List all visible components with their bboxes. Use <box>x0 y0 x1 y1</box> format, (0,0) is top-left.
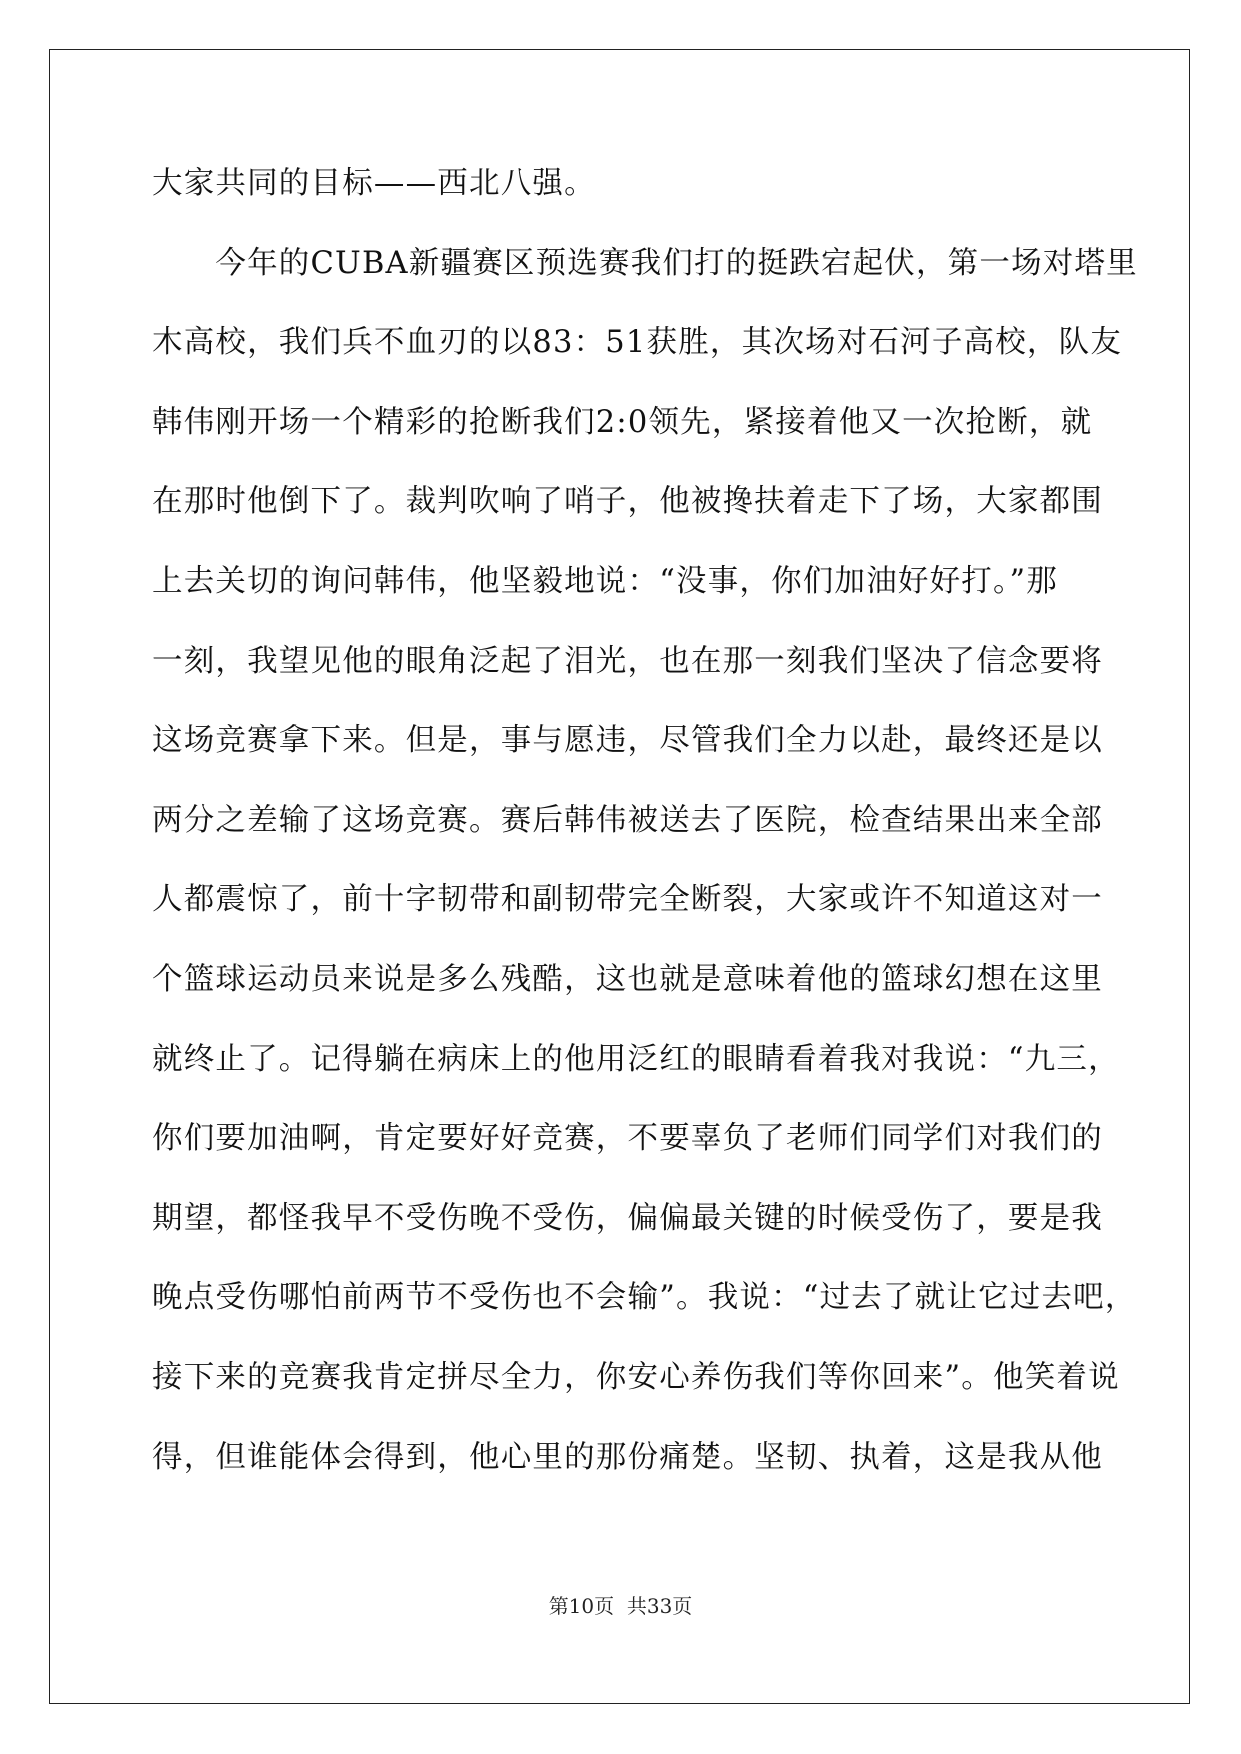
text-line: 两分之差输了这场竞赛。赛后韩伟被送去了医院，检查结果出来全部 <box>152 802 1103 838</box>
page-footer <box>0 1592 1241 1620</box>
text-line: 晚点受伤哪怕前两节不受伤也不会输”。我说：“过去了就让它过去吧， <box>152 1280 1137 1316</box>
text-line: 上去关切的询问韩伟，他坚毅地说：“没事，你们加油好好打。”那 <box>152 563 1058 599</box>
document-body <box>152 155 1138 1508</box>
footer-separator <box>614 1594 627 1618</box>
current-page-label: 第10页 <box>548 1594 615 1618</box>
text-line: 一刻，我望见他的眼角泛起了泪光，也在那一刻我们坚决了信念要将 <box>152 643 1103 679</box>
text-line: 就终止了。记得躺在病床上的他用泛红的眼睛看着我对我说：“九三， <box>152 1041 1120 1077</box>
text-line: 在那时他倒下了。裁判吹响了哨子，他被搀扶着走下了场，大家都围 <box>152 484 1103 520</box>
text-line: 这场竞赛拿下来。但是，事与愿违，尽管我们全力以赴，最终还是以 <box>152 723 1103 759</box>
text-line: 大家共同的目标——西北八强。 <box>152 166 596 201</box>
text-line: 韩伟刚开场一个精彩的抢断我们2:0领先，紧接着他又一次抢断，就 <box>152 404 1093 440</box>
text-line: 得，但谁能体会得到，他心里的那份痛楚。坚韧、执着，这是我从他 <box>152 1439 1103 1475</box>
text-line: 期望，都怪我早不受伤晚不受伤，偏偏最关键的时候受伤了，要是我 <box>152 1200 1103 1236</box>
text-line: 人都震惊了，前十字韧带和副韧带完全断裂，大家或许不知道这对一 <box>152 882 1103 918</box>
text-line: 今年的CUBA新疆赛区预选赛我们打的挺跌宕起伏，第一场对塔里 <box>152 245 1138 281</box>
total-pages-label: 共33页 <box>626 1594 693 1618</box>
text-line: 你们要加油啊，肯定要好好竞赛，不要辜负了老师们同学们对我们的 <box>152 1121 1103 1157</box>
text-line: 木高校，我们兵不血刃的以83：51获胜，其次场对石河子高校，队友 <box>152 325 1123 361</box>
text-line: 接下来的竞赛我肯定拼尽全力，你安心养伤我们等你回来”。他笑着说 <box>152 1359 1120 1395</box>
text-line: 个篮球运动员来说是多么残酷，这也就是意味着他的篮球幻想在这里 <box>152 961 1103 997</box>
